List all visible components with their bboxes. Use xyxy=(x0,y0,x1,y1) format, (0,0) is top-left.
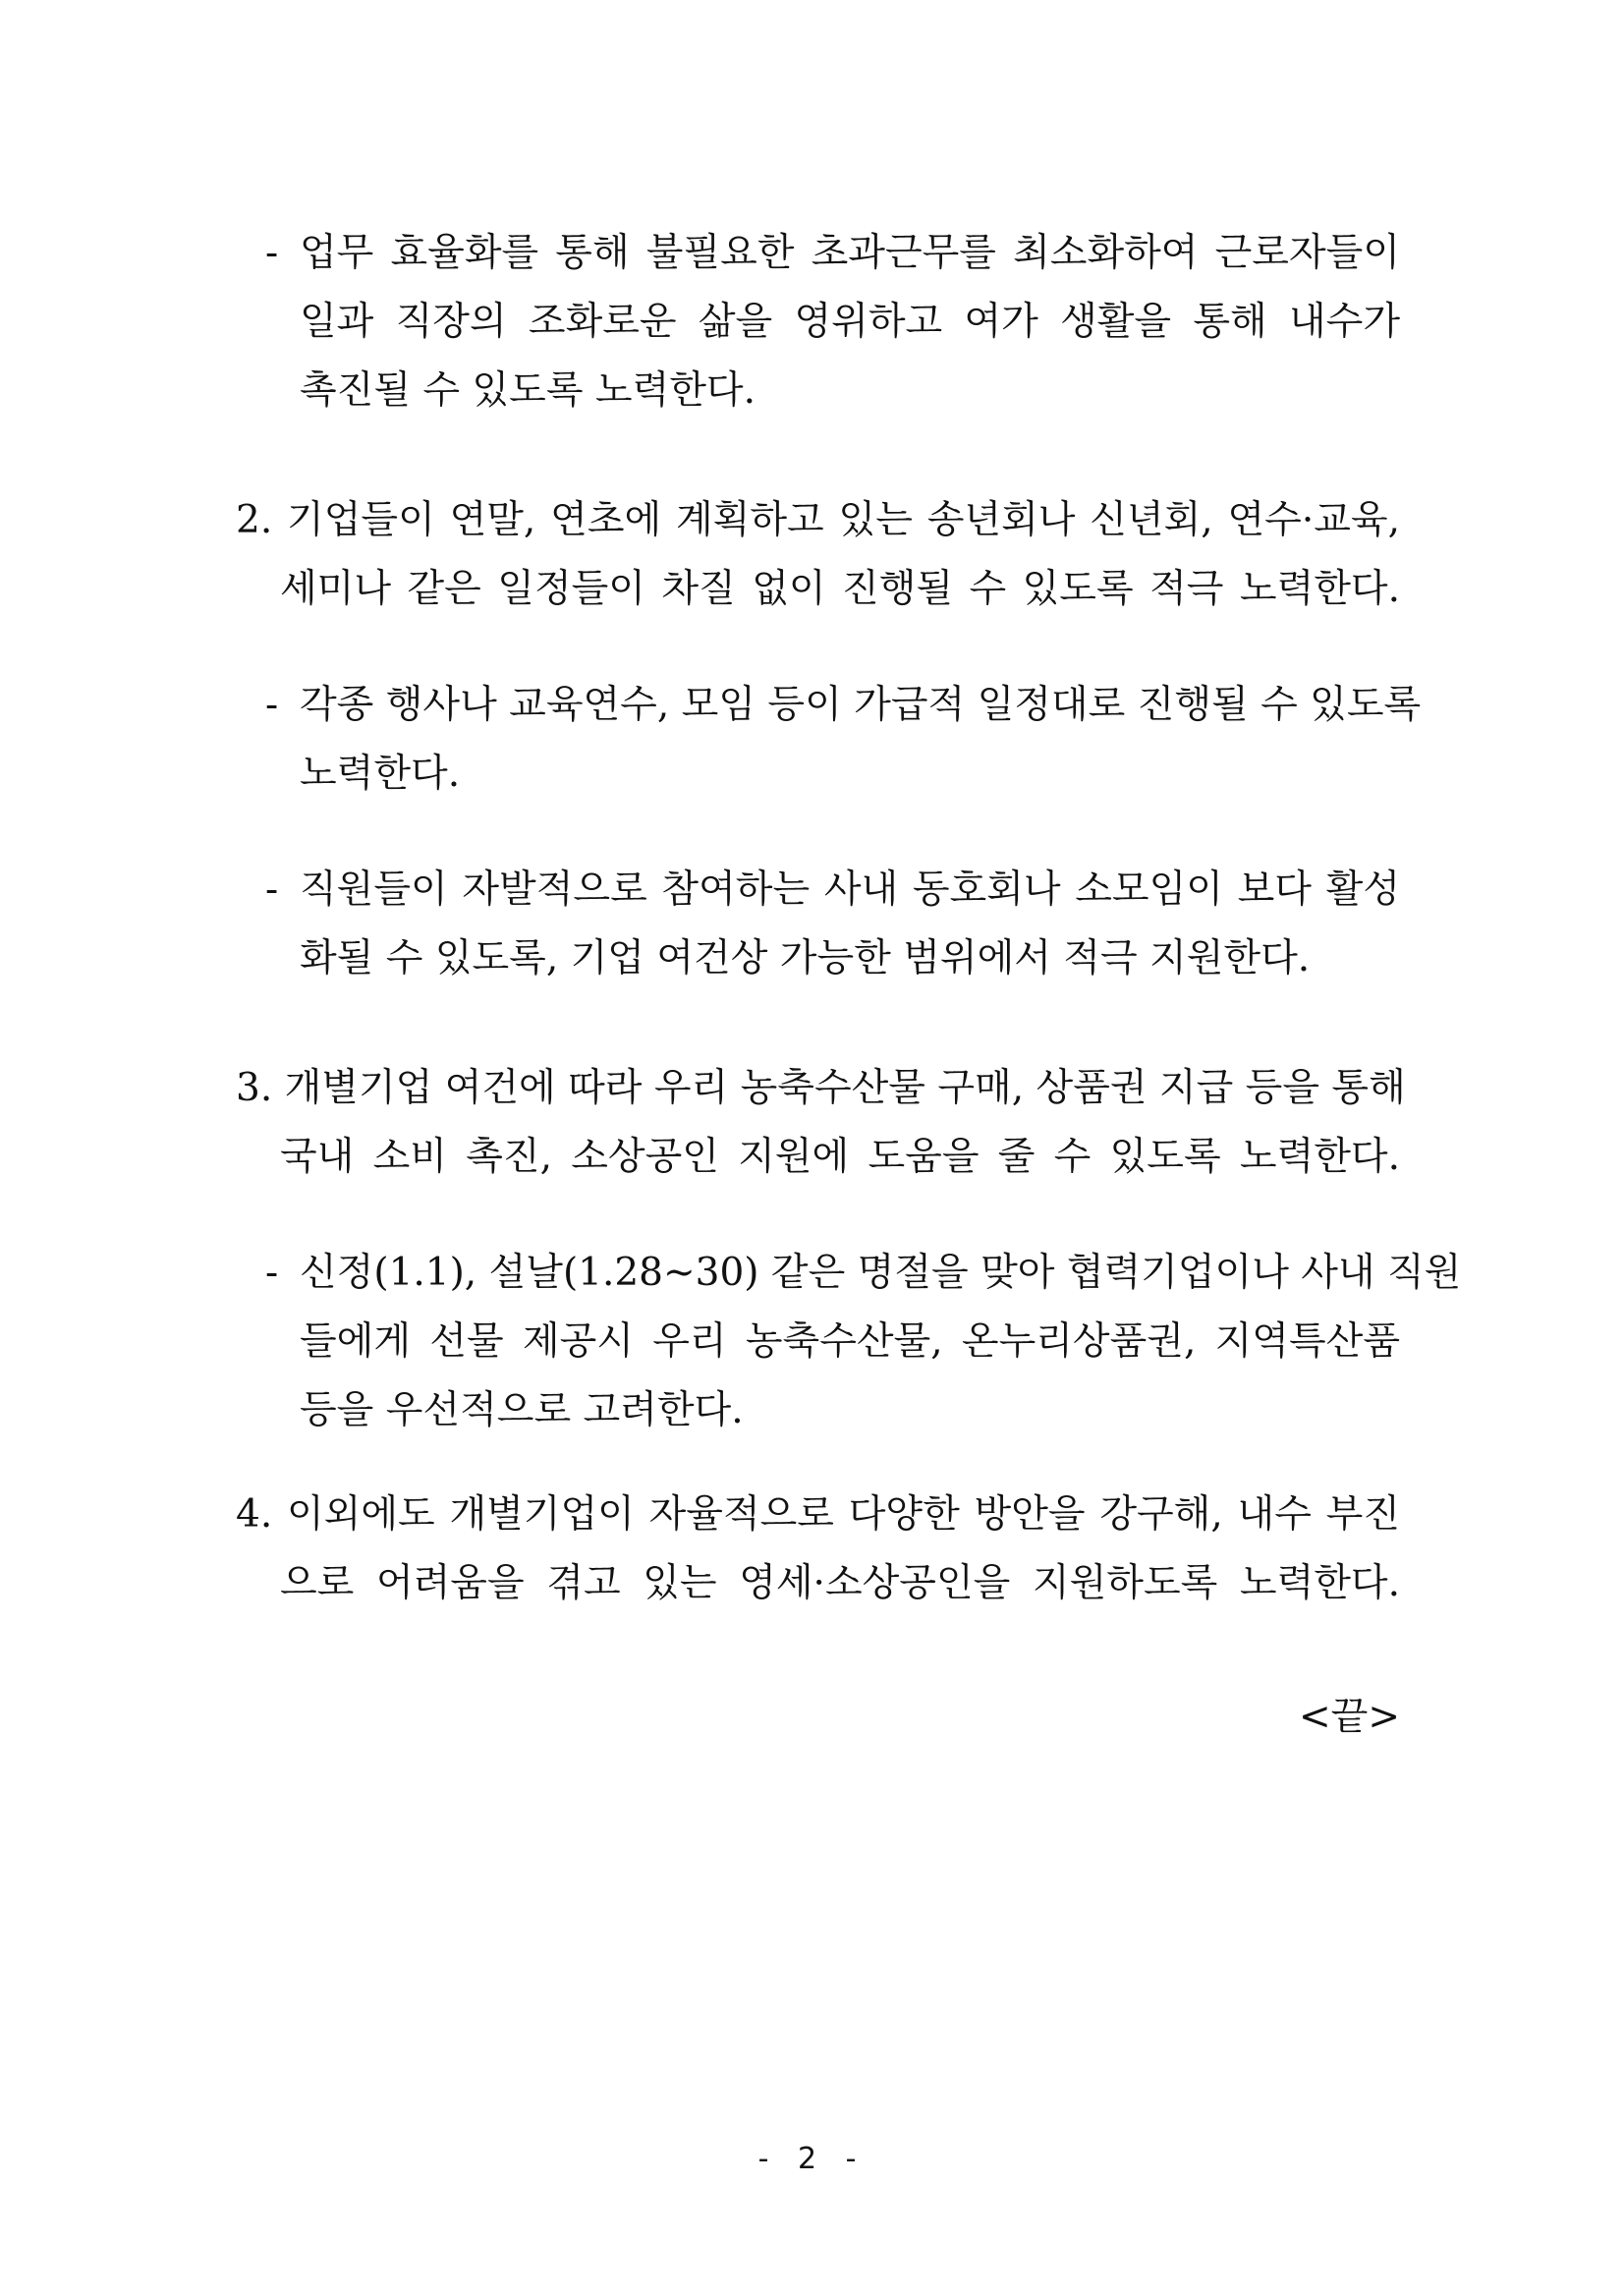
dash-marker: - xyxy=(265,868,279,912)
numbered-item-line: 국내 소비 촉진, 소상공인 지원에 도움을 줄 수 있도록 노력한다. xyxy=(280,1135,1400,1179)
paragraph-line: 각종 행사나 교육연수, 모임 등이 가급적 일정대로 진행될 수 있도록 xyxy=(300,683,1422,727)
numbered-item-line: 3. 개별기업 여건에 따라 우리 농축수산물 구매, 상품권 지급 등을 통해 xyxy=(236,1066,1406,1110)
paragraph-line: 촉진될 수 있도록 노력한다. xyxy=(300,368,756,413)
paragraph-line: 노력한다. xyxy=(300,752,461,796)
paragraph-line: 등을 우선적으로 고려한다. xyxy=(300,1388,744,1432)
paragraph-line: 들에게 선물 제공시 우리 농축수산물, 온누리상품권, 지역특산품 xyxy=(300,1319,1400,1364)
end-mark: <끝> xyxy=(1298,1695,1400,1739)
paragraph-line: 신정(1.1), 설날(1.28~30) 같은 명절을 맞아 협력기업이나 사내 직원 xyxy=(300,1251,1462,1295)
numbered-item-line: 으로 어려움을 겪고 있는 영세·소상공인을 지원하도록 노력한다. xyxy=(280,1561,1400,1605)
page-number: - 2 - xyxy=(757,2142,867,2176)
numbered-item-line: 세미나 같은 일정들이 차질 없이 진행될 수 있도록 적극 노력한다. xyxy=(280,567,1400,611)
dash-marker: - xyxy=(265,683,279,727)
paragraph-line: 화될 수 있도록, 기업 여건상 가능한 범위에서 적극 지원한다. xyxy=(300,936,1311,980)
numbered-item-line: 2. 기업들이 연말, 연초에 계획하고 있는 송년회나 신년회, 연수·교육, xyxy=(236,498,1400,542)
paragraph-line: 일과 직장의 조화로운 삶을 영위하고 여가 생활을 통해 내수가 xyxy=(300,300,1400,344)
paragraph-line: 직원들이 자발적으로 참여하는 사내 동호회나 소모임이 보다 활성 xyxy=(300,868,1400,912)
dash-marker: - xyxy=(265,231,279,275)
paragraph-line: 업무 효율화를 통해 불필요한 초과근무를 최소화하여 근로자들이 xyxy=(300,231,1400,275)
numbered-item-line: 4. 이외에도 개별기업이 자율적으로 다양한 방안을 강구해, 내수 부진 xyxy=(236,1492,1400,1537)
dash-marker: - xyxy=(265,1251,279,1295)
